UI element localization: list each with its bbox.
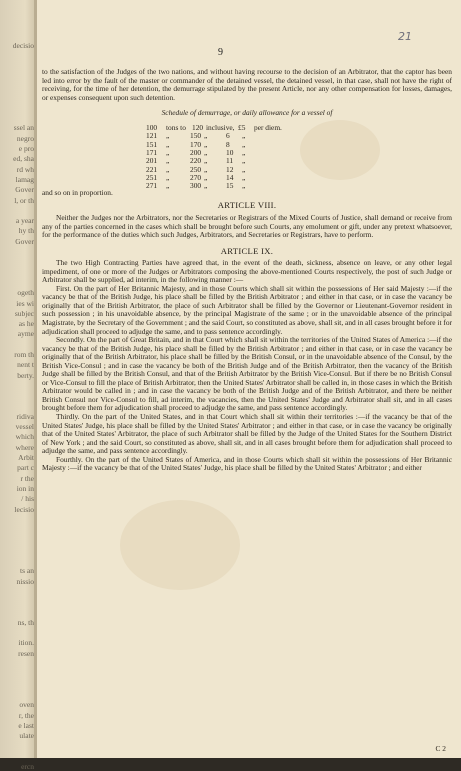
schedule-cell-post: „: [204, 139, 208, 149]
margin-bleed-line: ssel an: [13, 123, 34, 133]
schedule-cell-from: 171: [146, 147, 158, 157]
schedule-cell-to: 200: [190, 147, 202, 157]
schedule-cell-amount: 14: [226, 173, 234, 183]
schedule-cell-amount: 15: [226, 181, 234, 191]
margin-bleed-line: nent t: [17, 360, 34, 370]
schedule-cell-from: 121: [146, 131, 158, 141]
schedule-cell-amount: 6: [226, 131, 230, 141]
margin-bleed-line: rd wh: [16, 164, 34, 174]
schedule-cell-from: 251: [146, 173, 158, 183]
margin-bleed-line: subjec: [14, 308, 34, 318]
article-paragraph: Neither the Judges nor the Arbitrators, nor the Secretaries or Registrars of the Mixed Courts of Justice, shall demand or receive from any of the parties concerned in the cases which shall be brought before such Courts, any emolument or gift, under any pretext whatsoever, for the performance of the duties which such Judges, Arbitrators, and Secretaries or Registrars, have to perform.: [42, 212, 452, 240]
schedule-cell-to: 270: [190, 173, 202, 183]
demurrage-schedule: [146, 124, 452, 191]
margin-bleed-line: e last: [18, 720, 34, 730]
schedule-cell-mid: tons to: [166, 122, 186, 132]
schedule-cell-to: 120: [192, 122, 204, 132]
schedule-cell-mid: „: [166, 173, 170, 183]
margin-bleed-line: which: [15, 432, 34, 442]
paper-stain: [120, 500, 240, 590]
schedule-cell-post: „: [204, 164, 208, 174]
schedule-cell-tail: „: [242, 156, 246, 166]
schedule-cell-to: 300: [190, 181, 202, 191]
schedule-cell-mid: „: [166, 156, 170, 166]
article-paragraph: First. On the part of Her Britannic Majesty, and in those Courts which shall sit within the possessions of Her said Majesty :—if the vacancy be that of the British Judge, his place shall be filled by the British Arbitrator ; and either in that case, or in case the vacancy be originally that of the British Arbitrator, the place of such Arbitrator shall be filled by the Governor or Lieutenant-Governor resident in such possession ; in his unavoidable absence, by the principal Magistrate of the same ; or in the unavoidable absence of the principal Magistrate, by the Secretary of the Government ; and the said Court, so constituted as above, shall sit, and in all cases brought before it for adjudication shall proceed to adjudge the same, and to pass sentence accordingly.: [42, 283, 452, 336]
schedule-cell-from: 151: [146, 139, 158, 149]
schedule-cell-tail: „: [242, 164, 246, 174]
margin-bleed-line: berty.: [17, 370, 34, 380]
margin-bleed-line: r, the: [18, 710, 34, 720]
article-paragraph: Fourthly. On the part of the United States of America, and in those Courts which shall sit within the possessions of Her Britannic Majesty :—if the vacancy be that of the United States' Judge, his place shall be filled by the United States' Arbitrator ; and either: [42, 454, 452, 473]
schedule-cell-post: „: [204, 147, 208, 157]
page-number: 9: [218, 47, 223, 58]
schedule-cell-mid: „: [166, 181, 170, 191]
article-paragraph: Thirdly. On the part of the United States, and in that Court which shall sit within their territories :—if the vacancy be that of the United States' Judge, his place shall be filled by the United States' Arbitrator ; and either in that case, or in case the vacancy be originally that of the United States' Arbitrator, the place of such Arbitrator shall be filled by the Judge of the United States for the Southern District of New York ; and the said Court, so constituted as above, shall sit, and in all cases brought before them for adjudication shall proceed to adjudge the same, and pass sentence accordingly.: [42, 411, 452, 456]
margin-bleed-line: lecisio: [14, 504, 34, 514]
schedule-cell-mid: „: [166, 139, 170, 149]
margin-bleed-line: decisio: [12, 41, 34, 50]
binding-crease: [34, 0, 37, 758]
schedule-cell-post: inclusive,: [206, 122, 235, 132]
margin-bleed-line: a year: [15, 216, 34, 226]
signature-mark: C 2: [435, 744, 446, 754]
folio-number: 21: [398, 30, 412, 43]
margin-bleed-line: oven: [19, 700, 34, 710]
margin-bleed-line: hy th: [18, 226, 34, 236]
margin-bleed-line: Gover: [15, 236, 34, 246]
signature-line: [42, 744, 452, 754]
margin-bleed-line: negro: [16, 133, 34, 143]
opening-paragraph: to the satisfaction of the Judges of the two nations, and without having recourse to the decision of an Arbitrator, that the captor has been led into error by the fault of the master or commander of the detained vessel, the detained vessel, in that case, shall not have the right of receiving, for the time of her detention, the demurrage stipulated by the present Article, nor any other compensation for losses, damages, or expenses consequent upon such detention.: [42, 67, 452, 102]
schedule-cell-tail: „: [242, 139, 246, 149]
margin-bleed-line: ts an: [20, 566, 34, 576]
schedule-cell-from: 100: [146, 122, 158, 132]
schedule-cell-tail: „: [242, 181, 246, 191]
margin-bleed-line: nissio: [16, 576, 34, 586]
margin-bleed-line: / his: [21, 494, 34, 504]
margin-bleed-line: ed, sha: [13, 154, 34, 164]
schedule-cell-to: 170: [190, 139, 202, 149]
article-heading: ARTICLE VIII.: [217, 200, 277, 211]
schedule-cell-amount: 11: [226, 156, 234, 166]
margin-bleed-line: ulate: [19, 731, 34, 741]
schedule-cell-mid: „: [166, 147, 170, 157]
schedule-cell-mid: „: [166, 131, 170, 141]
schedule-cell-amount: £5: [238, 122, 246, 132]
schedule-cell-amount: 8: [226, 139, 230, 149]
schedule-cell-post: „: [204, 173, 208, 183]
schedule-cell-mid: „: [166, 164, 170, 174]
margin-bleed-line: l, or th: [14, 195, 34, 205]
schedule-cell-amount: 10: [226, 147, 234, 157]
schedule-cell-from: 271: [146, 181, 158, 191]
margin-bleed-line: r the: [20, 473, 34, 483]
schedule-cell-tail: „: [242, 131, 246, 141]
margin-bleed-line: vessel: [15, 422, 34, 432]
margin-bleed-line: Arbit: [18, 453, 34, 462]
schedule-cell-tail: „: [242, 173, 246, 183]
margin-bleed-line: lamag: [15, 174, 34, 184]
schedule-cell-amount: 12: [226, 164, 234, 174]
schedule-cell-post: „: [204, 181, 208, 191]
schedule-cell-from: 221: [146, 164, 158, 174]
schedule-cell-to: 250: [190, 164, 202, 174]
page-body: [42, 48, 452, 473]
margin-bleed-line: ayme: [17, 329, 34, 339]
schedule-cell-from: 201: [146, 156, 158, 166]
margin-bleed-line: ion in: [16, 483, 34, 493]
schedule-cell-tail: per diem.: [254, 122, 282, 132]
margin-bleed-line: ns, th: [17, 617, 34, 627]
schedule-closing: and so on in proportion.: [42, 187, 113, 197]
margin-bleed-line: where: [15, 442, 34, 452]
schedule-cell-to: 150: [190, 131, 202, 141]
margin-bleed-line: ition.: [18, 638, 34, 648]
schedule-title: Schedule of demurrage, or daily allowance for a vessel of: [161, 108, 333, 118]
margin-bleed-line: as he: [18, 319, 34, 329]
margin-bleed-line: rom th: [14, 350, 34, 359]
schedule-cell-to: 220: [190, 156, 202, 166]
margin-bleed-line: ridiva: [16, 411, 34, 421]
margin-bleed-line: e pro: [18, 144, 34, 153]
schedule-cell-post: „: [204, 156, 208, 166]
margin-bleed-line: ogeth: [17, 288, 34, 298]
article-heading: ARTICLE IX.: [220, 245, 274, 256]
margin-bleed-line: part c: [17, 463, 34, 473]
margin-bleed-line: resen: [18, 648, 34, 658]
article-paragraph: The two High Contracting Parties have agreed that, in the event of the death, sickness, absence on leave, or any other legal impediment, of one or more of the Judges or Arbitrators composing the above-mentioned Courts respectively, the post of such Judge or Arbitrator shall be supplied, ad interim, in the following manner :—: [42, 258, 452, 285]
margin-bleed-line: Gover: [15, 185, 34, 195]
margin-bleed-line: ercn: [21, 762, 34, 771]
schedule-cell-post: „: [204, 131, 208, 141]
article-paragraph: Secondly. On the part of Great Britain, and in that Court which shall sit within the territories of the United States of America :—if the vacancy be that of the British Judge, his place shall be filled by the British Arbitrator ; and either in that case, or in case the vacancy be originally that of the British Arbitrator, his place shall be filled by the British Consul, or in the unavoidable absence of the Consul, by the British Vice-Consul ; and in case the vacancy be both of the British Judge and of the British Arbitrator, then the vacancy of the British Judge shall be filled by the British Consul, and that of the British Arbitrator by the British Vice-Consul. But if there be no British Consul or Vice-Consul to fill the place of British Arbitrator, then the United States' Arbitrator shall be called in, in those cases in which the British Arbitrator would be called in ; and in case the vacancy be both of the British Judge and of the British Arbitrator, and there be neither British Consul nor Vice-Consul to fill, ad interim, the vacancies, then the United States' Judge and Arbitrator shall sit, and in all cases brought before them for adjudication shall proceed to adjudge the same, and pass sentence accordingly.: [42, 335, 452, 413]
margin-bleed-line: ies wi: [16, 298, 34, 308]
schedule-cell-tail: „: [242, 147, 246, 157]
